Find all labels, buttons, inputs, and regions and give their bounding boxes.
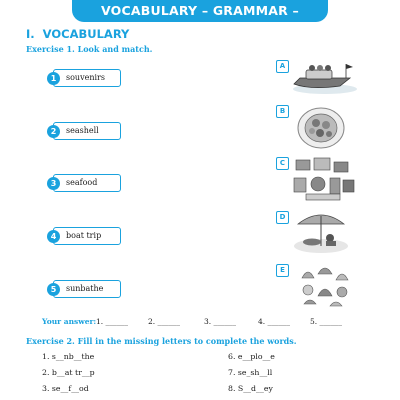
word-number: 1 (47, 72, 60, 85)
fill-item-7: 7. se_sh__ll (228, 368, 273, 377)
word-label: seashell (53, 122, 121, 140)
word-number: 3 (47, 177, 60, 190)
boat-picture (290, 58, 360, 96)
fill-item-1: 1. s__nb__the (42, 352, 95, 361)
beach-umbrella-picture (292, 208, 350, 254)
fill-item-6: 6. e__plo__e (228, 352, 275, 361)
seafood-plate-picture (296, 106, 346, 150)
exercise1-title: Exercise 1. Look and match. (26, 44, 153, 54)
fill-item-3: 3. se__f__od (42, 384, 89, 393)
page-banner: VOCABULARY – GRAMMAR – PHONICS (72, 0, 328, 22)
answer-label: Your answer: (42, 317, 97, 326)
option-letter-a: A (276, 60, 289, 73)
option-letter-d: D (276, 211, 289, 224)
exercise2-title: Exercise 2. Fill in the missing letters to complete the words. (26, 336, 297, 346)
answer-slot-3[interactable]: 3. ______ (204, 317, 237, 326)
word-number: 2 (47, 125, 60, 138)
option-letter-c: C (276, 157, 289, 170)
seashells-picture (296, 262, 352, 308)
section-number: I. (26, 27, 35, 41)
option-letter-b: B (276, 105, 289, 118)
fill-item-2: 2. b__at tr__p (42, 368, 95, 377)
answer-slot-5[interactable]: 5. ______ (310, 317, 343, 326)
word-label: seafood (53, 174, 121, 192)
word-label: boat trip (53, 227, 121, 245)
word-label: sunbathe (53, 280, 121, 298)
section-heading: VOCABULARY (42, 27, 130, 41)
answer-slot-1[interactable]: 1. ______ (96, 317, 129, 326)
word-number: 5 (47, 283, 60, 296)
option-letter-e: E (276, 264, 289, 277)
answer-slot-4[interactable]: 4. ______ (258, 317, 291, 326)
answer-slot-2[interactable]: 2. ______ (148, 317, 181, 326)
word-number: 4 (47, 230, 60, 243)
souvenir-shop-picture (292, 156, 356, 202)
word-label: souvenirs (53, 69, 121, 87)
section-title (26, 27, 129, 41)
fill-item-8: 8. S__d__ey (228, 384, 273, 393)
